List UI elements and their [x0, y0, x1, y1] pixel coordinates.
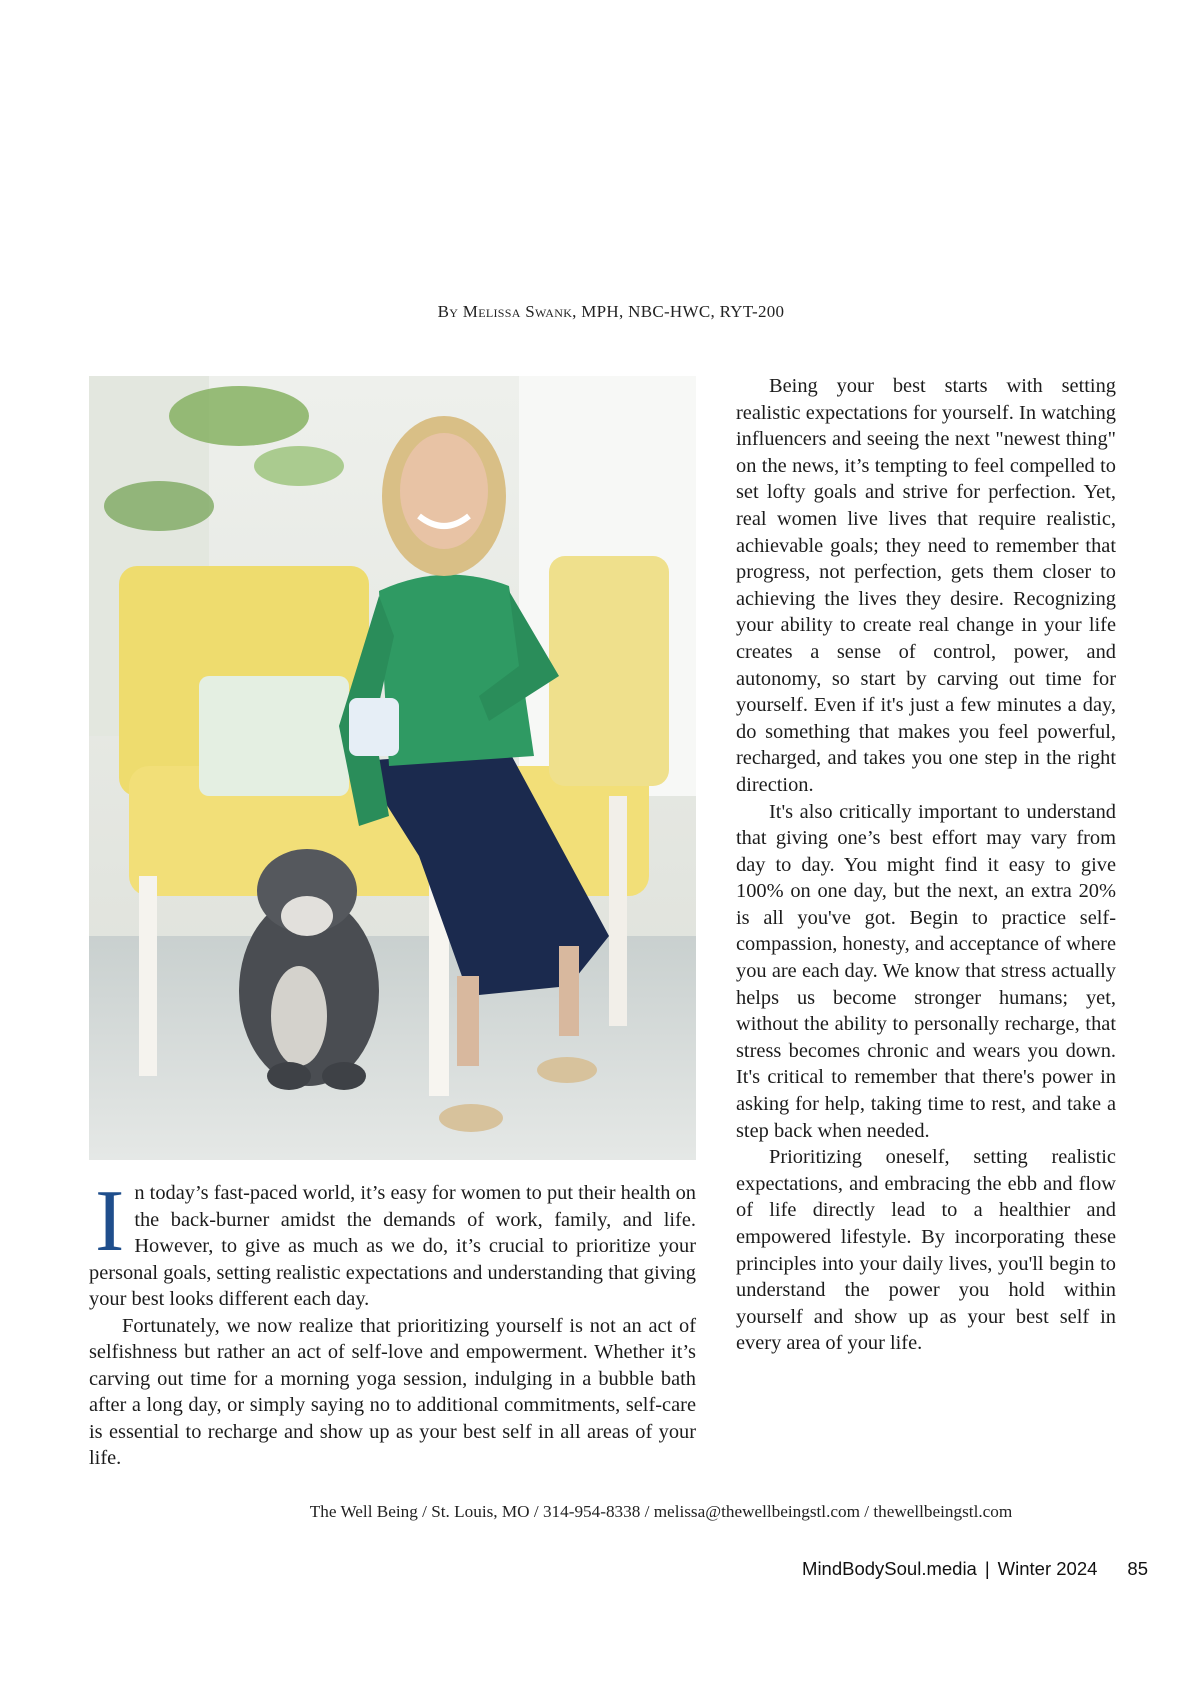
- contact-line: The Well Being / St. Louis, MO / 314-954-8338 / melissa@thewellbeingstl.com / thewellbeingstl.com: [309, 1502, 1013, 1521]
- footer-site: MindBodySoul.media: [802, 1558, 977, 1579]
- byline-text: By Melissa Swank, MPH, NBC-HWC, RYT-200: [437, 302, 785, 321]
- article-photo: [89, 376, 696, 1160]
- footer-separator: |: [984, 1558, 990, 1579]
- byline: [0, 302, 1200, 322]
- drop-cap: I: [95, 1173, 125, 1270]
- article-paragraph: Prioritizing oneself, setting realistic expectations, and embracing the ebb and flow of life directly lead to a healthier and empowered lifestyle. By incorporating these principles into your daily lives, you'll begin to understand the power you hold within yourself and show up as your best self in every area of your life.: [736, 1146, 1116, 1355]
- article-paragraph: [89, 1173, 696, 1313]
- paragraph-text: n today’s fast-paced world, it’s easy for women to put their health on the back-burner amidst the demands of work, family, and life. However, to give as much as we do, it’s crucial to prioritize your personal goals, setting realistic expectations and understanding that giving your best looks different each day.: [89, 1182, 696, 1310]
- page-footer: [802, 1558, 1148, 1580]
- photo-woman-with-dog-icon: [89, 376, 696, 1160]
- footer-issue: Winter 2024: [997, 1558, 1098, 1579]
- page-number: 85: [1127, 1558, 1148, 1579]
- article-paragraph: It's also critically important to understand that giving one’s best effort may vary from day to day. You might find it easy to give 100% on one day, but the next, an extra 20% is all you've got. Begin to practice self-compassion, honesty, and acceptance of where you are each day. We know that stress actually helps us become stronger humans; yet, without the ability to personally recharge, that stress becomes chronic and wears you down. It's critical to remember that there's power in asking for help, taking time to rest, and take a step back when needed.: [736, 800, 1116, 1142]
- article-paragraph: Being your best starts with setting realistic expectations for yourself. In watching influencers and seeing the next "newest thing" on the news, it’s tempting to feel compelled to set lofty goals and strive for perfection. Yet, real women live lives that require realistic, achievable goals; they need to remember that progress, not perfection, gets them closer to achieving the lives they desire. Recognizing your ability to create real change in your life creates a sense of control, power, and autonomy, so start by carving out time for yourself. Even if it's just a few minutes a day, do something that makes you feel powerful, recharged, and takes you one step in the right direction.: [736, 375, 1116, 796]
- article-right-column: [736, 373, 1116, 1357]
- article-left-column: [89, 1173, 696, 1472]
- article-paragraph: Fortunately, we now realize that prioritizing yourself is not an act of selfishness but rather an act of self-love and empowerment. Whether it’s carving out time for a morning yoga session, indulging in a bubble bath after a long day, or simply saying no to additional commitments, self-care is essential to recharge and show up as your best self in all areas of your life.: [89, 1314, 696, 1469]
